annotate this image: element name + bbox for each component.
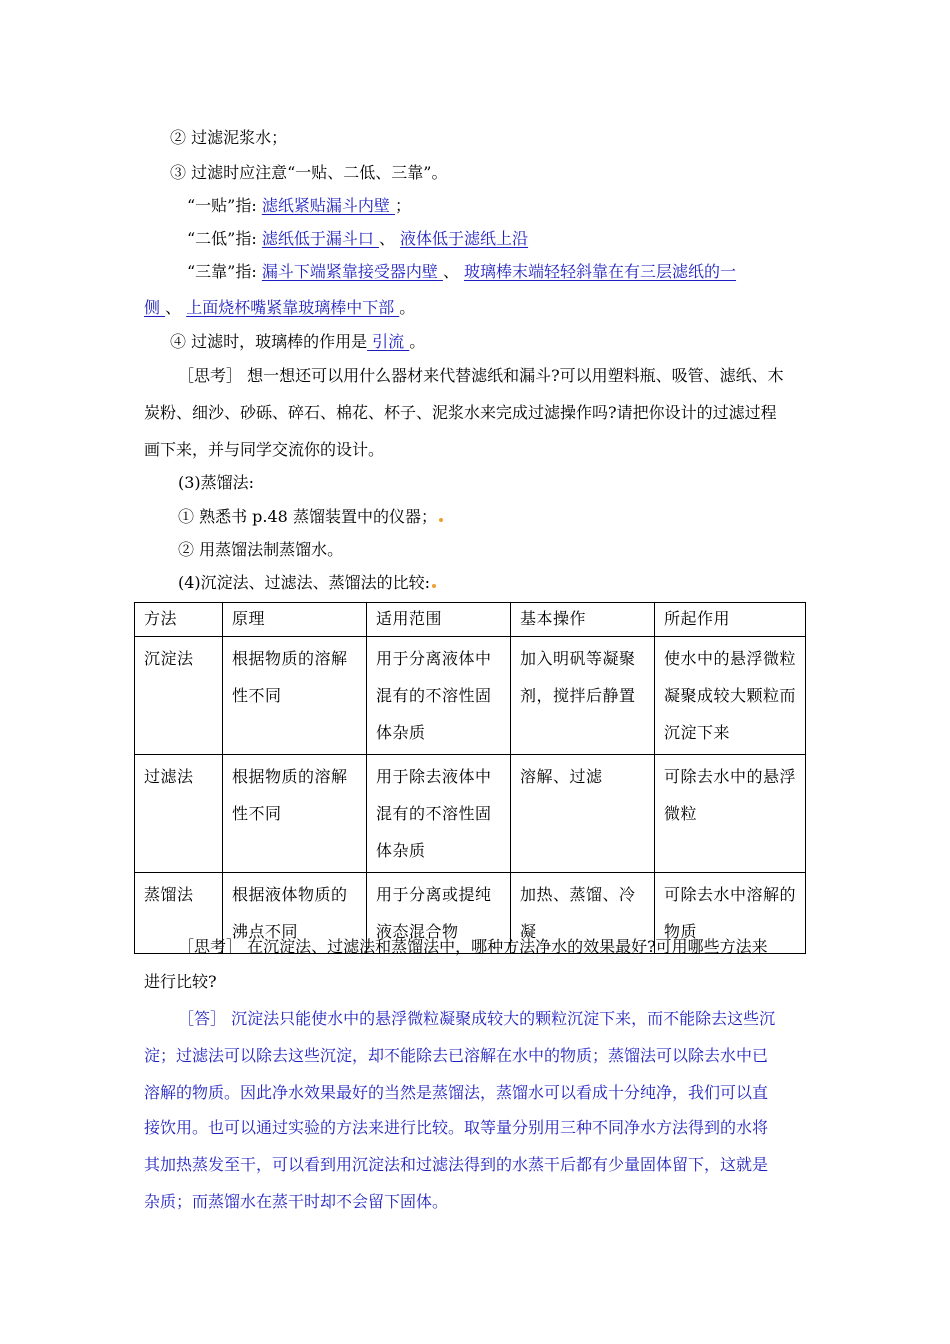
- mark-dot: [432, 584, 436, 588]
- table-cell: 溶解、过滤: [511, 755, 655, 873]
- answer-line-1: ［答］ 沉淀法只能使水中的悬浮微粒凝聚成较大的颗粒沉淀下来，而不能除去这些沉: [178, 1009, 776, 1028]
- two-low-line: [187, 229, 528, 249]
- comparison-table: [134, 602, 806, 954]
- three-lean-answer-3: 上面烧杯嘴紧靠玻璃棒中下部: [186, 298, 400, 317]
- table-cell: 根据物质的溶解性不同: [223, 637, 367, 755]
- table-row: [135, 637, 806, 755]
- header-cell: 原理: [223, 603, 367, 637]
- three-lean-answer-2-cont: 侧: [144, 298, 166, 317]
- item-filter-notes: ③ 过滤时应注意“一贴、二低、三靠”。: [170, 163, 448, 182]
- table-cell: 使水中的悬浮微粒凝聚成较大颗粒而沉淀下来: [655, 637, 806, 755]
- table-header-row: [135, 603, 806, 637]
- header-cell: 所起作用: [655, 603, 806, 637]
- one-stick-tail: ；: [394, 196, 411, 215]
- three-lean-label: “三靠”指:: [187, 262, 262, 281]
- two-low-answer-1: 滤纸低于漏斗口: [261, 229, 379, 248]
- think-paragraph-2-line-1: ［思考］ 在沉淀法、过滤法和蒸馏法中，哪种方法净水的效果最好?可用哪些方法来: [178, 937, 768, 956]
- three-lean-line: [187, 262, 736, 282]
- table-cell: 根据液体物质的沸点不同: [223, 873, 367, 954]
- table-cell: 蒸馏法: [135, 873, 223, 954]
- think-paragraph-1-line-1: ［思考］ 想一想还可以用什么器材来代替滤纸和漏斗?可以用塑料瓶、吸管、滤纸、木: [178, 366, 784, 385]
- think-paragraph-1-line-2: 炭粉、细沙、砂砾、碎石、棉花、杯子、泥浆水来完成过滤操作吗?请把你设计的过滤过程: [144, 403, 777, 422]
- item-filter-mud-water: ② 过滤泥浆水；: [170, 128, 288, 147]
- three-lean-sep: 、: [442, 262, 465, 281]
- answer-line-4: 接饮用。也可以通过实验的方法来进行比较。取等量分别用三种不同净水方法得到的水将: [144, 1118, 769, 1137]
- glass-rod-tail: 。: [409, 332, 426, 351]
- table-cell: 加热、蒸馏、冷凝: [511, 873, 655, 954]
- section-comparison: [178, 573, 436, 593]
- header-cell: 适用范围: [367, 603, 511, 637]
- table-cell: 用于除去液体中混有的不溶性固体杂质: [367, 755, 511, 873]
- table-cell: 根据物质的溶解性不同: [223, 755, 367, 873]
- answer-line-3: 溶解的物质。因此净水效果最好的当然是蒸馏法，蒸馏水可以看成十分纯净，我们可以直: [144, 1083, 769, 1102]
- table-cell: 可除去水中的悬浮微粒: [655, 755, 806, 873]
- table-cell: 用于分离液体中混有的不溶性固体杂质: [367, 637, 511, 755]
- three-lean-answer-1: 漏斗下端紧靠接受器内壁: [261, 262, 443, 281]
- two-low-answer-2: 液体低于滤纸上沿: [400, 229, 529, 248]
- distillation-item-1: [178, 507, 443, 527]
- section-comparison-text: (4)沉淀法、过滤法、蒸馏法的比较:: [178, 573, 431, 592]
- glass-rod-answer: 引流: [367, 332, 410, 351]
- one-stick-answer: 滤纸紧贴漏斗内壁: [261, 196, 395, 215]
- think-paragraph-2-line-2: 进行比较?: [144, 972, 217, 991]
- table-row: [135, 755, 806, 873]
- glass-rod-label: ④ 过滤时，玻璃棒的作用是: [170, 332, 368, 351]
- mark-dot: [439, 518, 443, 522]
- one-stick-line: [187, 196, 411, 216]
- three-lean-sep-2: 、: [165, 298, 187, 317]
- distillation-item-2: ② 用蒸馏法制蒸馏水。: [178, 540, 344, 559]
- three-lean-answer-2: 玻璃棒末端轻轻斜靠在有三层滤纸的一: [464, 262, 737, 281]
- think-paragraph-1-line-3: 画下来，并与同学交流你的设计。: [144, 440, 385, 459]
- table-cell: 加入明矾等凝聚剂，搅拌后静置: [511, 637, 655, 755]
- section-distillation: (3)蒸馏法:: [178, 473, 255, 492]
- one-stick-label: “一贴”指:: [187, 196, 262, 215]
- distillation-item-1-text: ① 熟悉书 p.48 蒸馏装置中的仪器；: [178, 507, 437, 526]
- answer-line-5: 其加热蒸发至干，可以看到用沉淀法和过滤法得到的水蒸干后都有少量固体留下，这就是: [144, 1155, 769, 1174]
- header-cell: 基本操作: [511, 603, 655, 637]
- table-cell: 用于分离或提纯液态混合物: [367, 873, 511, 954]
- table-cell: 可除去水中溶解的物质: [655, 873, 806, 954]
- two-low-label: “二低”指:: [187, 229, 262, 248]
- header-cell: 方法: [135, 603, 223, 637]
- table-cell: 沉淀法: [135, 637, 223, 755]
- three-lean-line-cont: [144, 298, 415, 318]
- two-low-sep: 、: [378, 229, 401, 248]
- answer-line-6: 杂质；而蒸馏水在蒸干时却不会留下固体。: [144, 1192, 449, 1211]
- answer-line-2: 淀；过滤法可以除去这些沉淀，却不能除去已溶解在水中的物质；蒸馏法可以除去水中已: [144, 1046, 769, 1065]
- three-lean-tail: 。: [399, 298, 416, 317]
- glass-rod-line: [170, 332, 425, 352]
- table-cell: 过滤法: [135, 755, 223, 873]
